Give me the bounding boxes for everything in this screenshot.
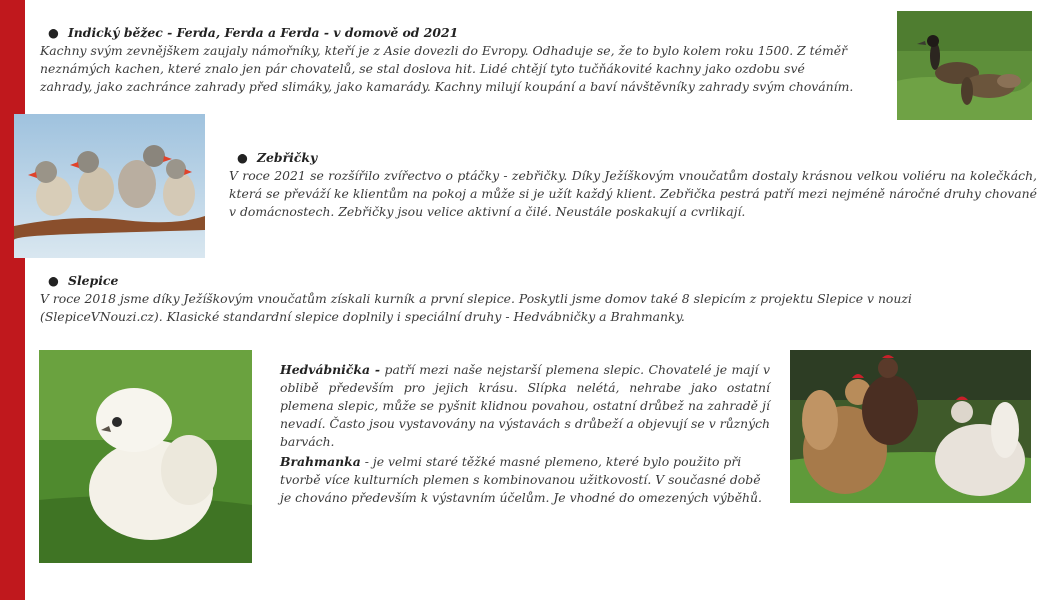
hens-title: Slepice [68, 273, 119, 288]
silkie-photo [39, 350, 252, 563]
section-finch [229, 149, 1037, 221]
finch-photo [14, 114, 205, 258]
accent-bar [0, 0, 25, 600]
section-title [229, 149, 1037, 167]
silkie-text: patří mezi naše nejstarší plemena slepic. Chovatelé je mají v oblibě především pro jejich krásu. Slípka nelétá, nehrabe jako ostatní plemena slepic, může se pyšnit klidnou povahou, ostatní drůbež na zahradě jí nevadí. Často jsou vystavovány na výstavách s drůbeží a objevují se v různých barvách. [280, 362, 770, 449]
brahma-paragraph [280, 453, 770, 507]
section-title [40, 24, 855, 42]
brahma-text: - je velmi staré těžké masné plemeno, které bylo použito při tvorbě více kulturních plemen s kombinovanou užitkovostí. V současné době je chováno především k výstavním účelům. Je vhodné do omezených výběhů. [280, 454, 762, 505]
brahma-lead: Brahmanka [280, 454, 361, 469]
bullet-icon: ● [48, 25, 59, 40]
section-duck [40, 24, 855, 96]
duck-title: Indický běžec - Ferda, Ferda a Ferda - v domově od 2021 [68, 25, 459, 40]
section-hens [40, 272, 1030, 326]
bullet-icon: ● [237, 150, 248, 165]
duck-photo [897, 11, 1032, 120]
duck-text: Kachny svým zevnějškem zaujaly námořníky, kteří je z Asie dovezli do Evropy. Odhaduje se, že to bylo kolem roku 1500. Z téměř neznámých kachen, které znalo jen pár chovatelů, se stal doslova hit. Lidé chtějí tyto tučňákovité kachny jako ozdobu své zahrady, jako zachránce zahrady před slimáky, jako kamarády. Kachny milují koupání a baví návštěvníky zahrady svým chováním. [40, 43, 854, 94]
section-title [40, 272, 1030, 290]
bullet-icon: ● [48, 273, 59, 288]
silkie-paragraph [280, 361, 770, 451]
silkie-lead: Hedvábnička - [280, 362, 381, 377]
finch-text: V roce 2021 se rozšířilo zvířectvo o ptáčky - zebřičky. Díky Ježíškovým vnoučatům dostaly krásnou velkou voliéru na kolečkách, která se převáží ke klientům na pokoj a může si je užít každý klient. Zebřička pestrá patří mezi nejméně náročné druhy chované v domácnostech. Zebřičky jsou velice aktivní a čilé. Neustále poskakují a cvrlikají. [229, 168, 1037, 219]
hens-text: V roce 2018 jsme díky Ježíškovým vnoučatům získali kurník a první slepice. Poskytli jsme domov také 8 slepicím z projektu Slepice v nouzi (SlepiceVNouzi.cz). Klasické standardní slepice doplnily i speciální druhy - Hedvábničky a Brahmanky. [40, 291, 912, 324]
finch-title: Zebřičky [257, 150, 318, 165]
hens-photo [790, 350, 1031, 503]
